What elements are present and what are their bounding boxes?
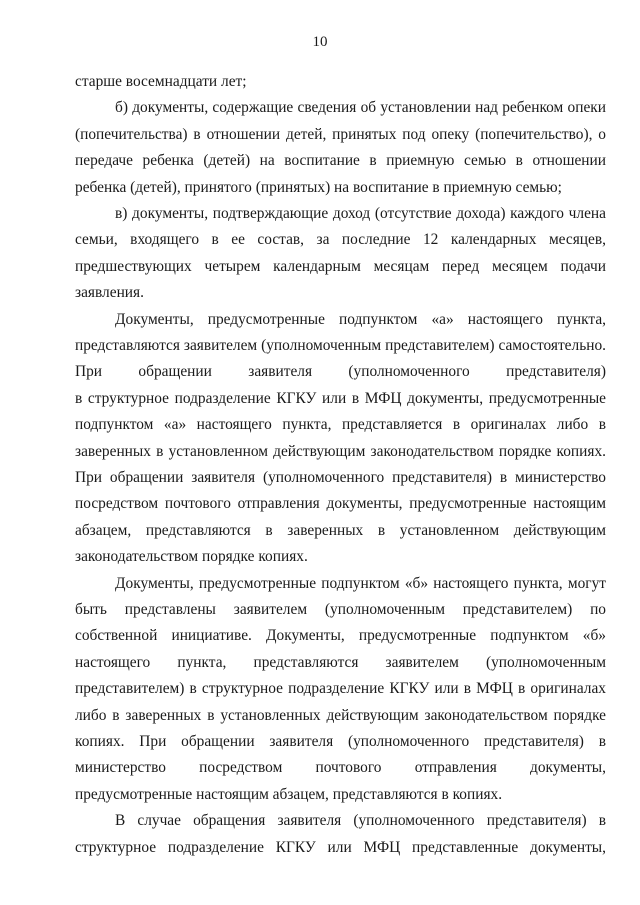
text-line: ребенка (детей), принятого (принятых) на воспитание в приемную семью; <box>75 178 562 196</box>
text-line: семьи, входящего в ее состав, за последние 12 календарных месяцев, <box>75 231 606 249</box>
text-line: абзацем, представляются в заверенных в установленном действующим <box>75 521 606 539</box>
text-line: в структурное подразделение КГКУ или в МФЦ документы, предусмотренные <box>75 389 606 407</box>
text-line: заявления. <box>75 284 144 302</box>
text-line: При обращении заявителя (уполномоченного представителя) в министерство <box>75 469 606 486</box>
text-line: предусмотренные настоящим абзацем, представляются в копиях. <box>75 785 503 803</box>
text-line: подпунктом «а» настоящего пункта, представляется в оригиналах либо в <box>75 416 606 434</box>
text-line: посредством почтового отправления документы, предусмотренные настоящим <box>75 495 606 513</box>
text-line: законодательством порядке копиях. <box>75 548 308 566</box>
text-line: В случае обращения заявителя (уполномоченного представителя) в <box>115 812 606 830</box>
text-line: старше восемнадцати лет; <box>75 73 247 90</box>
page-number: 10 <box>312 34 328 50</box>
text-line: копиях. При обращении заявителя (уполномоченного представителя) в <box>75 733 606 750</box>
text-line: Документы, предусмотренные подпунктом «а» настоящего пункта, <box>115 310 606 328</box>
text-line: заверенных в установленном действующим законодательством порядке копиях. <box>75 442 606 460</box>
text-line: собственной инициативе. Документы, предусмотренные подпунктом «б» <box>75 627 606 645</box>
text-line: либо в заверенных в установленных действующим законодательством порядке <box>75 706 606 724</box>
text-line: представителем) в структурное подразделение КГКУ или в МФЦ в оригиналах <box>75 680 606 698</box>
text-line: настоящего пункта, представляются заявителем (уполномоченным <box>75 653 606 671</box>
text-line: быть представлены заявителем (уполномоченным представителем) по <box>75 601 606 618</box>
text-line: министерство посредством почтового отправления документы, <box>75 759 606 777</box>
text-line: предшествующих четырем календарным месяцам перед месяцем подачи <box>75 257 606 275</box>
text-line: (попечительства) в отношении детей, принятых под опеку (попечительство), о <box>75 125 606 143</box>
text-line: в) документы, подтверждающие доход (отсутствие дохода) каждого члена <box>115 205 606 222</box>
text-line: б) документы, содержащие сведения об установлении над ребенком опеки <box>115 99 606 117</box>
text-line: передаче ребенка (детей) на воспитание в приемную семью в отношении <box>75 152 606 170</box>
text-line: представляются заявителем (уполномоченным представителем) самостоятельно. <box>75 337 606 354</box>
text-line: Документы, предусмотренные подпунктом «б» настоящего пункта, могут <box>115 574 606 592</box>
text-line: структурное подразделение КГКУ или МФЦ представленные документы, <box>75 838 606 856</box>
text-line: При обращении заявителя (уполномоченного представителя) <box>75 363 606 381</box>
